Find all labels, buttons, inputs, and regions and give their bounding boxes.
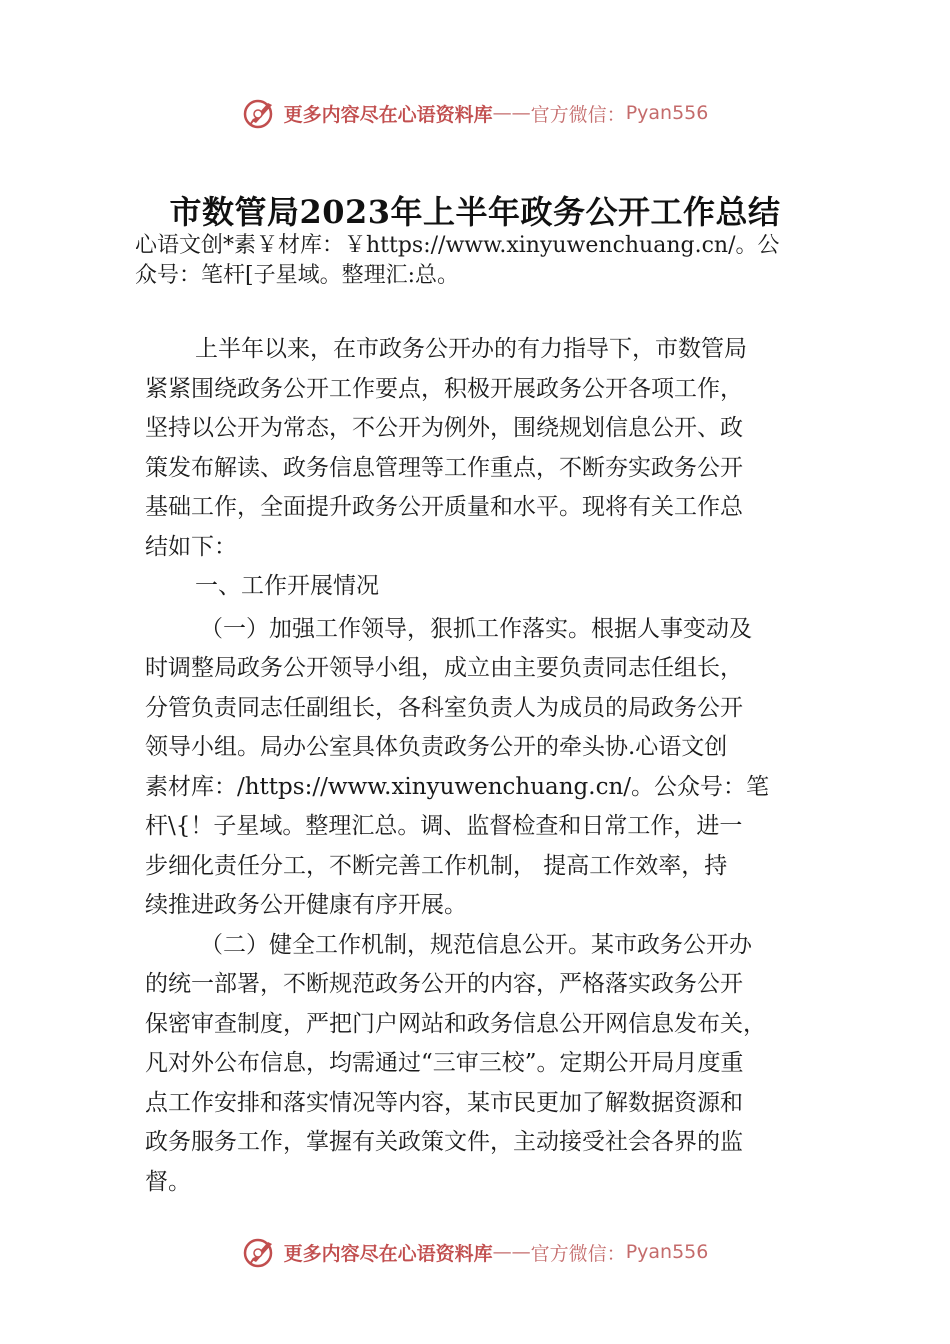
wechat-label: 官方微信： [530, 1242, 626, 1265]
item1-line: （一）加强工作领导，狠抓工作落实。根据人事变动及 [200, 615, 752, 642]
intro-line: 紧紧围绕政务公开工作要点，积极开展政务公开各项工作， [145, 375, 743, 402]
item2-line: 政务服务工作，掌握有关政策文件，主动接受社会各界的监 [145, 1129, 743, 1155]
header-banner [0, 93, 950, 133]
intro-line: 坚持以公开为常态，不公开为例外，围绕规划信息公开、政 [145, 415, 743, 441]
source-line: 众号：笔杆[子星域。整理汇:总。 [135, 263, 459, 288]
footer-banner [0, 1232, 950, 1272]
item1-line: 杆\{！子星域。整理汇总。调、监督检查和日常工作，进一 [145, 813, 743, 839]
item1-line: 分管负责同志任副组长，各科室负责人为成员的局政务公开 [145, 694, 743, 721]
item2-line: 保密审查制度，严把门户网站和政务信息公开网信息发布关， [145, 1010, 766, 1037]
intro-line: 策发布解读、政务信息管理等工作重点，不断夯实政务公开 [145, 454, 743, 481]
wechat-id: Pyan556 [625, 102, 709, 124]
intro-line: 基础工作，全面提升政务公开质量和水平。现将有关工作总 [145, 494, 743, 520]
intro-line: 上半年以来，在市政务公开办的有力指导下，市数管局 [195, 336, 747, 362]
item1-line: 领导小组。局办公室具体负责政务公开的牵头协.心语文创 [145, 734, 728, 760]
item2-line: 的统一部署，不断规范政务公开的内容，严格落实政务公开 [145, 971, 743, 997]
banner-separator: —— [492, 102, 531, 124]
site-name: 更多内容尽在心语资料库 [283, 103, 493, 126]
item1-line: 素材库：/https://www.xinyuwenchuang.cn/。公众号：笔 [145, 773, 770, 800]
document-title: 市数管局2023年上半年政务公开工作总结 [169, 193, 781, 231]
pen-feather-icon [242, 1234, 278, 1270]
source-note [135, 231, 840, 291]
item1-line: 续推进政务公开健康有序开展。 [145, 892, 467, 918]
item2-line: 督。 [145, 1168, 191, 1195]
pen-feather-icon [242, 95, 278, 131]
wechat-label: 官方微信： [530, 103, 626, 126]
item2-line: 凡对外公布信息，均需通过“三审三校”。定期公开局月度重 [145, 1050, 744, 1076]
wechat-id: Pyan556 [625, 1241, 709, 1263]
item2-line: 点工作安排和落实情况等内容，某市民更加了解数据资源和 [145, 1089, 743, 1116]
document-body [145, 330, 815, 1202]
intro-line: 结如下： [145, 533, 237, 560]
section-heading: 一、工作开展情况 [195, 573, 379, 599]
source-line: 心语文创*素￥材库：￥https://www.xinyuwenchuang.cn/。公 [135, 233, 780, 258]
item1-line: 时调整局政务公开领导小组，成立由主要负责同志任组长， [145, 655, 743, 681]
item1-line: 步细化责任分工，不断完善工作机制， 提高工作效率，持 [145, 852, 728, 879]
banner-separator: —— [492, 1241, 531, 1263]
site-name: 更多内容尽在心语资料库 [283, 1242, 493, 1265]
item2-line: （二）健全工作机制，规范信息公开。某市政务公开办 [200, 931, 752, 958]
